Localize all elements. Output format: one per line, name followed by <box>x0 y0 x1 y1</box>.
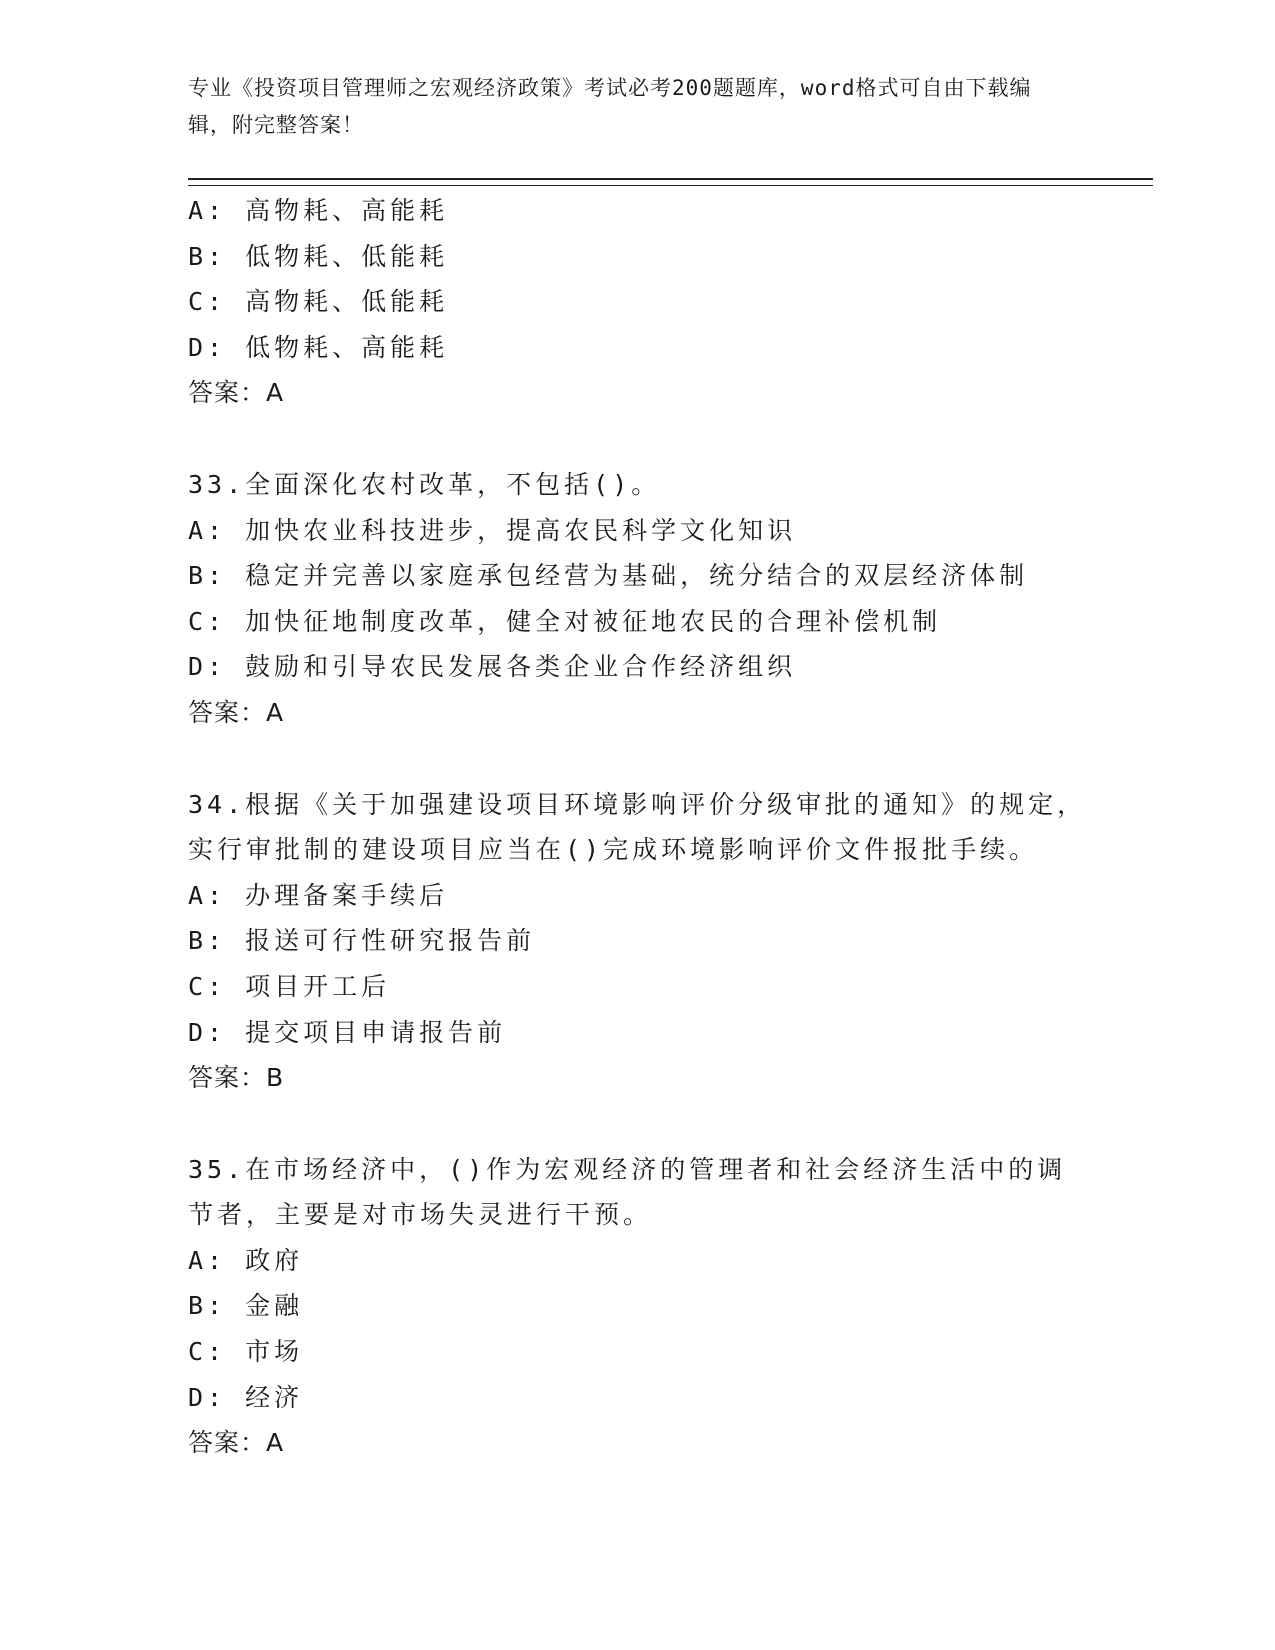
option-d: D: 低物耗、高能耗 <box>188 332 449 362</box>
header-divider-thin <box>188 185 1153 186</box>
answer: 答案：A <box>188 378 285 408</box>
option-b: B: 金融 <box>188 1291 304 1321</box>
question-35 <box>188 1147 1088 1466</box>
question-content <box>188 188 1088 1466</box>
question-34 <box>188 782 1088 1101</box>
question-stem: 33.全面深化农村改革，不包括()。 <box>188 469 661 499</box>
question-33 <box>188 462 1088 736</box>
option-c: C: 项目开工后 <box>188 971 391 1001</box>
option-d: D: 经济 <box>188 1382 304 1412</box>
option-d: D: 鼓励和引导农民发展各类企业合作经济组织 <box>188 652 797 682</box>
answer: 答案：A <box>188 1428 285 1458</box>
option-b: B: 低物耗、低能耗 <box>188 241 449 271</box>
answer: 答案：B <box>188 1063 285 1093</box>
document-header: 专业《投资项目管理师之宏观经济政策》考试必考200题题库，word格式可自由下载编辑，附完整答案！ <box>188 76 1032 137</box>
answer: 答案：A <box>188 697 285 727</box>
header-divider-thick <box>188 178 1153 180</box>
option-b: B: 稳定并完善以家庭承包经营为基础，统分结合的双层经济体制 <box>188 561 1029 591</box>
option-c: C: 高物耗、低能耗 <box>188 287 449 317</box>
option-c: C: 加快征地制度改革，健全对被征地农民的合理补偿机制 <box>188 606 942 636</box>
option-a: A: 政府 <box>188 1245 304 1275</box>
question-32-continuation <box>188 188 1088 416</box>
option-d: D: 提交项目申请报告前 <box>188 1017 507 1047</box>
option-c: C: 市场 <box>188 1337 304 1367</box>
option-a: A: 办理备案手续后 <box>188 880 449 910</box>
option-b: B: 报送可行性研究报告前 <box>188 926 536 956</box>
question-stem: 35.在市场经济中，()作为宏观经济的管理者和社会经济生活中的调节者，主要是对市场失灵进行干预。 <box>188 1154 1067 1230</box>
option-a: A: 加快农业科技进步，提高农民科学文化知识 <box>188 515 797 545</box>
option-a: A: 高物耗、高能耗 <box>188 196 449 225</box>
question-stem: 34.根据《关于加强建设项目环境影响评价分级审批的通知》的规定，实行审批制的建设项目应当在()完成环境影响评价文件报批手续。 <box>188 789 1087 865</box>
